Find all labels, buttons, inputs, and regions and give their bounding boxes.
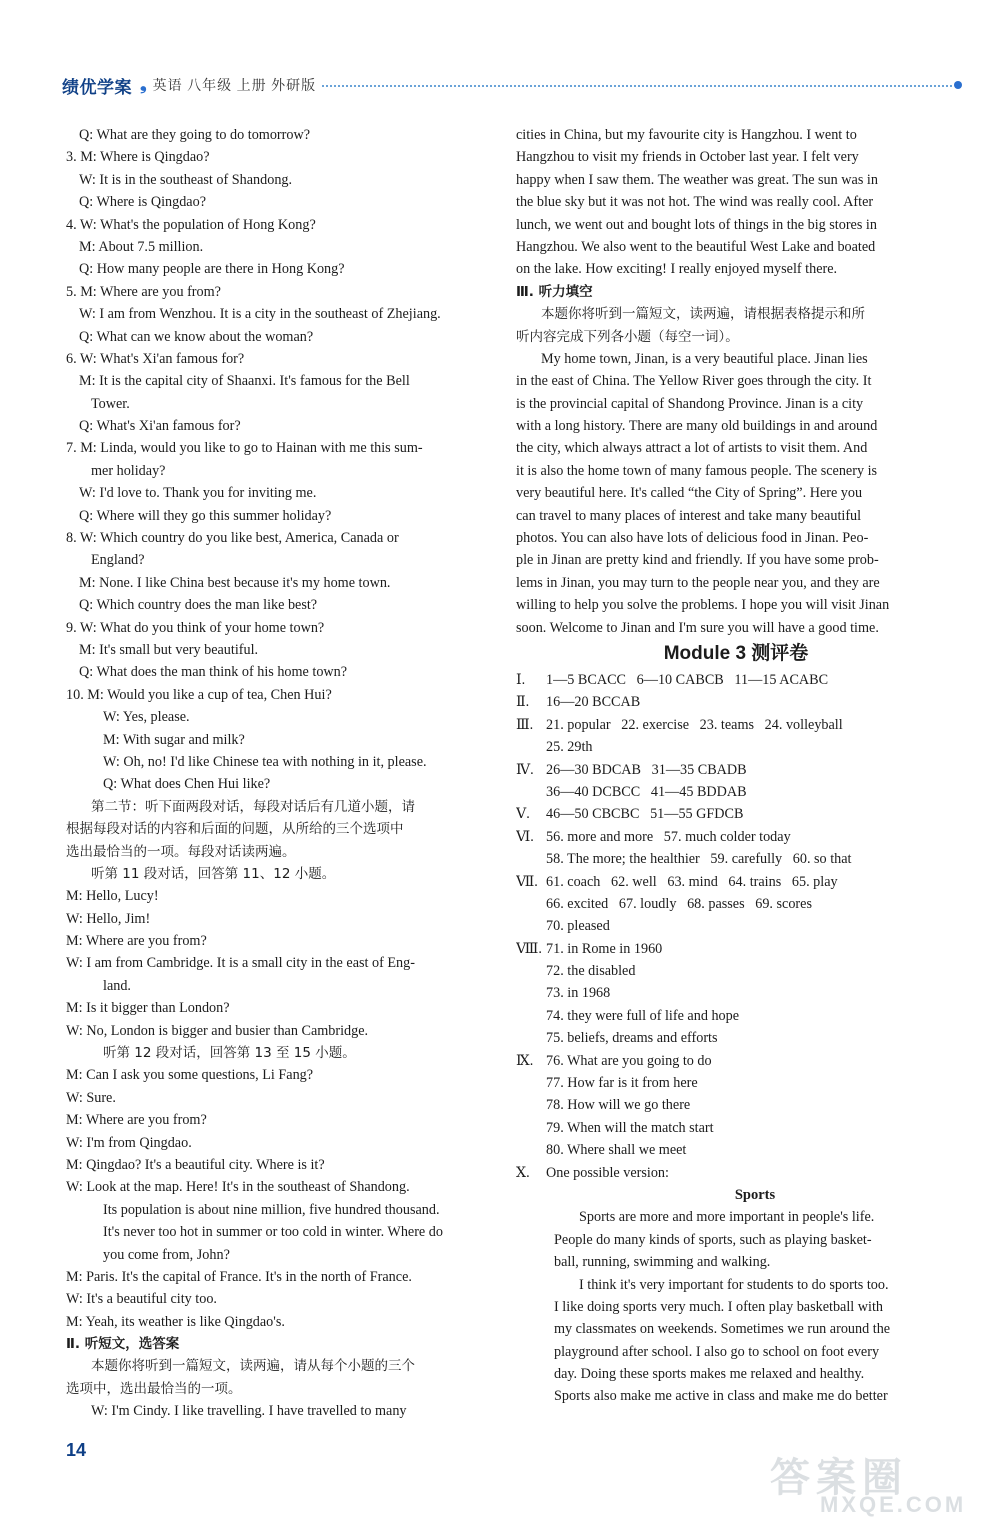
text-line: Its population is about nine million, five hundred thousand. — [103, 1201, 440, 1218]
text-line: Q: Where is Qingdao? — [79, 194, 206, 211]
text-line: you come from, John? — [103, 1246, 230, 1263]
answer-row — [516, 759, 956, 781]
section-numeral: Ⅰ. — [516, 671, 526, 688]
text-line: Q: How many people are there in Hong Kong? — [79, 261, 345, 278]
essay-title: Sports — [734, 1186, 776, 1203]
text-line: It's never too hot in summer or too cold in winter. Where do — [103, 1224, 443, 1241]
watermark-logo — [770, 1446, 990, 1516]
answer-text: 1—5 BCACC 6—10 CABCB 11—15 ACABC — [546, 671, 829, 688]
text-line: 本题你将听到一篇短文，读两遍，请根据表格提示和所 — [541, 306, 865, 323]
section-numeral: Ⅲ. — [516, 716, 534, 733]
text-line: W: I'm from Qingdao. — [66, 1134, 192, 1151]
text-line: Q: What does Chen Hui like? — [103, 776, 271, 793]
essay-line: playground after school. I also go to school on foot every — [554, 1343, 880, 1360]
text-line: willing to help you solve the problems. I hope you will visit Jinan — [516, 597, 890, 614]
text-line: W: Look at the map. Here! It's in the southeast of Shandong. — [66, 1179, 410, 1196]
answer-row — [516, 915, 956, 937]
answer-text: 72. the disabled — [546, 963, 636, 980]
answer-row — [516, 848, 956, 870]
essay-line: I like doing sports very much. I often play basketball with — [554, 1298, 884, 1315]
text-line: the blue sky but it was not hot. The wind was really cool. After — [516, 194, 874, 211]
answer-text: 56. more and more 57. much colder today — [546, 828, 791, 845]
watermark-main-text: 答案圈 — [770, 1455, 908, 1501]
text-line: mer holiday? — [91, 462, 166, 479]
text-line: ple in Jinan are pretty kind and friendly. If you have some prob- — [516, 552, 879, 569]
text-line: Q: Which country does the man like best? — [79, 597, 318, 614]
right-column-passage — [516, 124, 956, 639]
text-line: it is also the home town of many famous people. The scenery is — [516, 462, 878, 479]
answer-row — [516, 1162, 956, 1184]
text-line: Hangzhou. We also went to the beautiful West Lake and boated — [516, 238, 876, 255]
header-divider — [322, 85, 952, 87]
answer-row — [516, 1072, 956, 1094]
answer-text: 75. beliefs, dreams and efforts — [546, 1030, 718, 1047]
page-number: 14 — [66, 1440, 87, 1460]
answer-row — [516, 960, 956, 982]
answer-row — [516, 691, 956, 713]
text-line: 5. M: Where are you from? — [66, 283, 221, 300]
text-line: W: Sure. — [66, 1089, 116, 1106]
text-line: lunch, we went out and bought lots of things in the big stores in — [516, 216, 877, 233]
text-line: can travel to many places of interest and take many beautiful — [516, 507, 862, 524]
text-line: the city, which always attract a lot of artists to visit them. And — [516, 440, 868, 457]
module-title: Module 3 测评卷 — [663, 642, 809, 664]
answer-text: One possible version: — [546, 1164, 669, 1181]
essay-line: Sports are more and more important in people's life. — [579, 1209, 875, 1226]
essay — [516, 1184, 956, 1408]
text-line: M: Paris. It's the capital of France. It's in the north of France. — [66, 1268, 412, 1285]
answer-text: 61. coach 62. well 63. mind 64. trains 65. play — [546, 873, 838, 890]
text-line: 7. M: Linda, would you like to go to Hainan with me this sum- — [66, 440, 423, 457]
answer-row — [516, 982, 956, 1004]
text-line: M: Hello, Lucy! — [66, 888, 159, 905]
answer-text: 70. pleased — [546, 918, 610, 935]
text-line: 选项中，选出最恰当的一项。 — [66, 1380, 242, 1397]
essay-line: my classmates on weekends. Sometimes we run around the — [554, 1321, 891, 1338]
text-line: Q: What can we know about the woman? — [79, 328, 314, 345]
text-line: 9. W: What do you think of your home town? — [66, 619, 325, 636]
text-line: W: It is in the southeast of Shandong. — [79, 171, 293, 188]
text-line: W: Hello, Jim! — [66, 910, 151, 927]
answer-row — [516, 1027, 956, 1049]
text-line: M: With sugar and milk? — [103, 731, 245, 748]
answer-row — [516, 938, 956, 960]
answer-text: 66. excited 67. loudly 68. passes 69. scores — [546, 895, 812, 912]
text-line: 8. W: Which country do you like best, America, Canada or — [66, 530, 399, 547]
answer-text: 77. How far is it from here — [546, 1075, 698, 1092]
text-line: Tower. — [91, 395, 130, 412]
answer-row — [516, 893, 956, 915]
text-line: M: It is the capital city of Shaanxi. It's famous for the Bell — [79, 373, 410, 390]
section-numeral: Ⅴ. — [516, 806, 530, 823]
answer-text: 74. they were full of life and hope — [546, 1007, 740, 1024]
text-line: 听第 12 段对话，回答第 13 至 15 小题。 — [103, 1045, 356, 1062]
header-dot-icon — [954, 81, 962, 89]
answer-text: 58. The more; the healthier 59. carefully 60. so that — [546, 851, 852, 868]
brand-title: 绩优学案 — [62, 77, 132, 97]
answer-text: 25. 29th — [546, 739, 593, 756]
answer-text: 76. What are you going to do — [546, 1052, 712, 1069]
text-line: cities in China, but my favourite city is Hangzhou. I went to — [516, 127, 857, 143]
answer-row — [516, 826, 956, 848]
text-line: England? — [91, 552, 145, 569]
right-column — [516, 124, 956, 1408]
running-header — [62, 72, 962, 98]
text-line: Q: What are they going to do tomorrow? — [79, 127, 311, 143]
text-line: 3. M: Where is Qingdao? — [66, 149, 210, 166]
text-line: on the lake. How exciting! I really enjoyed myself there. — [516, 261, 838, 278]
text-line: Q: What does the man think of his home town? — [79, 664, 348, 681]
text-line: M: Can I ask you some questions, Li Fang? — [66, 1067, 314, 1084]
text-line: Q: What's Xi'an famous for? — [79, 418, 241, 435]
text-line: W: No, London is bigger and busier than Cambridge. — [66, 1022, 369, 1039]
answer-row — [516, 1005, 956, 1027]
answer-row — [516, 1117, 956, 1139]
essay-line: day. Doing these sports makes me relaxed and healthy. — [554, 1366, 865, 1383]
answer-row — [516, 803, 956, 825]
answer-row — [516, 1094, 956, 1116]
essay-body — [554, 1206, 956, 1408]
text-line: M: Where are you from? — [66, 1112, 207, 1129]
section-heading: Ⅱ. 听短文，选答案 — [66, 1336, 180, 1353]
text-line: M: It's small but very beautiful. — [79, 641, 259, 658]
text-line: W: I am from Wenzhou. It is a city in the southeast of Zhejiang. — [79, 306, 441, 323]
text-line: 听第 11 段对话，回答第 11、12 小题。 — [91, 865, 336, 882]
text-line: 第二节：听下面两段对话，每段对话后有几道小题，请 — [91, 798, 415, 815]
text-line: My home town, Jinan, is a very beautiful place. Jinan lies — [541, 350, 868, 367]
text-line: W: I'd love to. Thank you for inviting me. — [79, 485, 317, 502]
text-line: land. — [103, 977, 131, 994]
text-line: 6. W: What's Xi'an famous for? — [66, 350, 245, 367]
text-line: M: Is it bigger than London? — [66, 1000, 230, 1017]
text-line: M: Qingdao? It's a beautiful city. Where is it? — [66, 1156, 325, 1173]
text-line: happy when I saw them. The weather was great. The sun was in — [516, 171, 878, 188]
text-line: M: About 7.5 million. — [79, 238, 204, 255]
brand-bracket-icon: ❟ — [140, 75, 147, 94]
text-line: W: I'm Cindy. I like travelling. I have travelled to many — [91, 1403, 407, 1420]
essay-line: I think it's very important for students to do sports too. — [579, 1276, 889, 1293]
text-line: photos. You can also have lots of delicious food in Jinan. Peo- — [516, 530, 869, 547]
section-numeral: Ⅶ. — [516, 873, 538, 890]
answer-text: 80. Where shall we meet — [546, 1142, 687, 1159]
text-line: 听内容完成下列各小题（每空一词）。 — [516, 328, 739, 345]
answer-row — [516, 669, 956, 691]
section-numeral: Ⅵ. — [516, 828, 534, 845]
text-line: 根据每段对话的内容和后面的问题，从所给的三个选项中 — [66, 821, 404, 838]
answer-text: 16—20 BCCAB — [546, 694, 641, 711]
text-line: W: Yes, please. — [103, 709, 190, 726]
text-line: M: Yeah, its weather is like Qingdao's. — [66, 1313, 285, 1330]
answer-text: 79. When will the match start — [546, 1119, 714, 1136]
answer-row — [516, 736, 956, 758]
section-heading: Ⅲ. 听力填空 — [516, 283, 593, 300]
answer-text: 78. How will we go there — [546, 1097, 691, 1114]
answer-row — [516, 1050, 956, 1072]
text-line: in the east of China. The Yellow River goes through the city. It — [516, 373, 872, 390]
text-line: is the provincial capital of Shandong Province. Jinan is a city — [516, 395, 864, 412]
watermark-url: MXQE.COM — [820, 1492, 967, 1517]
answer-row — [516, 781, 956, 803]
text-line: W: Oh, no! I'd like Chinese tea with nothing in it, please. — [103, 753, 427, 770]
answer-text: 26—30 BDCAB 31—35 CBADB — [546, 761, 747, 778]
book-info: 英语 八年级 上册 外研版 — [152, 79, 317, 94]
text-line: with a long history. There are many old buildings in and around — [516, 418, 878, 435]
left-column — [66, 124, 508, 1423]
answer-key — [516, 669, 956, 1184]
essay-line: People do many kinds of sports, such as playing basket- — [554, 1231, 872, 1248]
text-line: very beautiful here. It's called “the City of Spring”. Here you — [516, 485, 863, 502]
text-line: 选出最恰当的一项。每段对话读两遍。 — [66, 843, 296, 860]
answer-text: 21. popular 22. exercise 23. teams 24. volleyball — [546, 716, 843, 733]
section-numeral: Ⅸ. — [516, 1052, 534, 1069]
section-numeral: Ⅷ. — [516, 940, 542, 957]
text-line: M: None. I like China best because it's my home town. — [79, 574, 391, 591]
answer-text: 71. in Rome in 1960 — [546, 940, 663, 957]
answer-text: 46—50 CBCBC 51—55 GFDCB — [546, 806, 744, 823]
essay-line: Sports also make me active in class and make me do better — [554, 1388, 888, 1405]
answer-text: 73. in 1968 — [546, 985, 611, 1002]
section-numeral: Ⅹ. — [516, 1164, 530, 1181]
text-line: W: I am from Cambridge. It is a small city in the east of Eng- — [66, 955, 415, 972]
text-line: 4. W: What's the population of Hong Kong? — [66, 216, 316, 233]
text-line: M: Where are you from? — [66, 933, 207, 950]
section-numeral: Ⅳ. — [516, 761, 534, 778]
text-line: W: It's a beautiful city too. — [66, 1291, 217, 1308]
text-line: soon. Welcome to Jinan and I'm sure you will have a good time. — [516, 619, 879, 636]
text-line: lems in Jinan, you may turn to the people near you, and they are — [516, 574, 880, 591]
text-line: Q: Where will they go this summer holiday? — [79, 507, 332, 524]
answer-text: 36—40 DCBCC 41—45 BDDAB — [546, 783, 747, 800]
essay-line: ball, running, swimming and walking. — [554, 1254, 771, 1271]
text-line: Hangzhou to visit my friends in October last year. I felt very — [516, 149, 859, 166]
answer-row — [516, 714, 956, 736]
answer-row — [516, 871, 956, 893]
answer-row — [516, 1139, 956, 1161]
text-line: 10. M: Would you like a cup of tea, Chen Hui? — [66, 686, 332, 703]
text-line: 本题你将听到一篇短文，读两遍，请从每个小题的三个 — [91, 1358, 415, 1375]
section-numeral: Ⅱ. — [516, 694, 530, 711]
